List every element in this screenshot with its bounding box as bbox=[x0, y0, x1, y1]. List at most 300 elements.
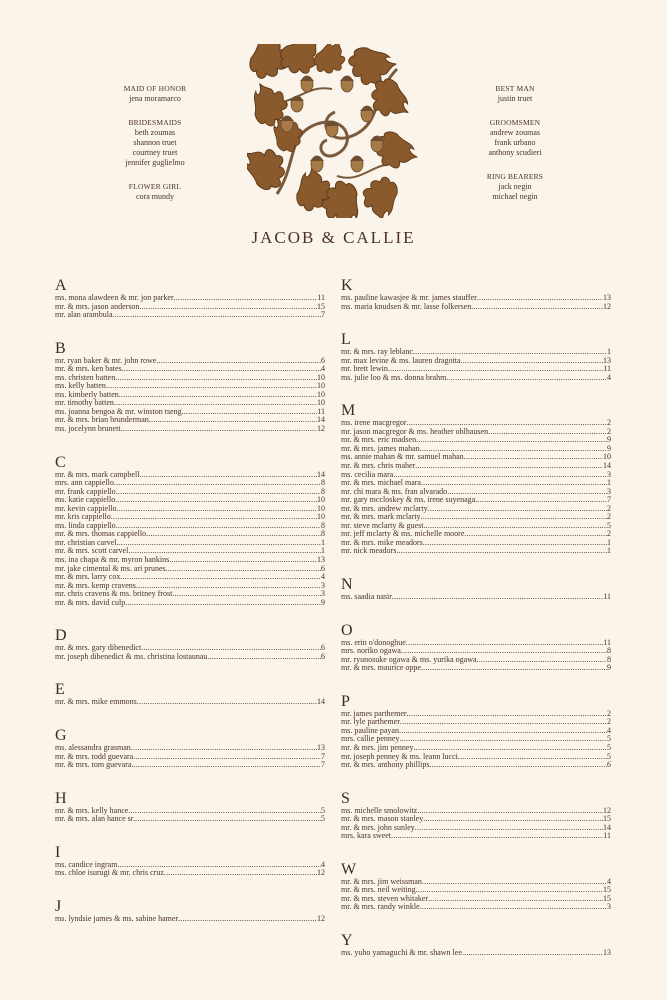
table-number: 6 bbox=[321, 563, 325, 573]
guest-name: ms. kelly batten bbox=[55, 381, 106, 391]
party-member-name: michael negin bbox=[492, 192, 538, 201]
guest-name: ms. chloe isurugi & mr. chris cruz bbox=[55, 868, 164, 878]
guest-name: mr. & mrs. mark mclarty bbox=[341, 512, 421, 522]
guest-name: ms. yuho yamaguchi & mr. shawn lee bbox=[341, 947, 462, 957]
guest-name: ms. annie mahan & mr. samuel mahan bbox=[341, 452, 464, 462]
table-number: 6 bbox=[607, 760, 611, 770]
dot-leader bbox=[477, 294, 603, 303]
table-number: 2 bbox=[607, 503, 611, 513]
party-group bbox=[95, 118, 215, 168]
table-number: 11 bbox=[317, 293, 325, 302]
dot-leader bbox=[400, 718, 607, 727]
guest-entry bbox=[55, 311, 325, 320]
dot-leader bbox=[166, 565, 321, 574]
table-number: 2 bbox=[607, 426, 611, 436]
guest-name: ms. jocelynn brunett bbox=[55, 424, 121, 434]
guest-name: mr. & mrs. larry cox bbox=[55, 572, 121, 582]
guest-name: ms. michelle smolowitz bbox=[341, 805, 418, 815]
table-number: 10 bbox=[317, 503, 325, 513]
table-number: 5 bbox=[321, 814, 325, 824]
seating-section-s bbox=[341, 791, 611, 841]
dot-leader bbox=[458, 753, 607, 762]
section-letter: W bbox=[341, 860, 357, 878]
guest-name: ms. pauline payan bbox=[341, 725, 399, 735]
party-member-name: jack negin bbox=[498, 182, 532, 191]
table-number: 2 bbox=[607, 708, 611, 718]
table-number: 4 bbox=[321, 859, 325, 869]
table-number: 14 bbox=[317, 697, 325, 707]
guest-name: ms. maria knudsen & mr. lasse folkersen bbox=[341, 301, 472, 311]
table-number: 3 bbox=[321, 589, 325, 599]
party-role: RING BEARERS bbox=[486, 172, 544, 181]
table-number: 13 bbox=[603, 355, 611, 365]
dot-leader bbox=[119, 391, 317, 400]
table-number: 10 bbox=[317, 381, 325, 391]
guest-name: mr. & mrs. jim weissman bbox=[341, 876, 422, 886]
guest-name: mr. lyle parthemer bbox=[341, 717, 400, 727]
guest-name: ms. lyndsie james & ms. sabine hamer bbox=[55, 913, 179, 923]
table-number: 10 bbox=[603, 452, 611, 462]
guest-name: mr. & mrs. randy winkle bbox=[341, 902, 420, 912]
oak-leaf-icon bbox=[311, 44, 350, 78]
guest-name: ms. mona alawdeen & mr. jon parker bbox=[55, 293, 174, 302]
table-number: 5 bbox=[321, 805, 325, 815]
dot-leader bbox=[407, 710, 607, 719]
party-group bbox=[95, 84, 215, 104]
guest-name: ms. joanna bengoa & mr. winston tseng bbox=[55, 406, 182, 416]
party-role: GROOMSMEN bbox=[489, 118, 541, 127]
guest-name: mr. & mrs. neil weiting bbox=[341, 885, 416, 895]
dot-leader bbox=[415, 462, 603, 471]
guest-entry bbox=[55, 599, 325, 608]
table-number: 12 bbox=[317, 424, 325, 434]
table-number: 8 bbox=[321, 486, 325, 496]
table-number: 9 bbox=[321, 597, 325, 607]
guest-name: mr. & mrs. anthony phillips bbox=[341, 760, 430, 770]
guest-name: mr. james parthemer bbox=[341, 708, 407, 718]
guest-name: mr. & mrs. mark campbell bbox=[55, 469, 140, 479]
acorn-cap-icon bbox=[300, 77, 314, 82]
acorn-cap-icon bbox=[350, 157, 364, 162]
section-letter: N bbox=[341, 576, 353, 594]
guest-name: ms. saadia nasir bbox=[341, 592, 392, 602]
guest-name: mr. & mrs. maurice oppe bbox=[341, 663, 421, 673]
guest-name: mrs. callie penney bbox=[341, 734, 400, 744]
seating-section-g bbox=[55, 728, 325, 770]
guest-name: mr. & mrs. michael mara bbox=[341, 478, 421, 488]
dot-leader bbox=[420, 903, 607, 912]
guest-name: ms. kimberly batten bbox=[55, 389, 119, 399]
table-number: 13 bbox=[317, 742, 325, 752]
seating-section-o bbox=[341, 623, 611, 673]
guest-name: ms. alessandra grasman bbox=[55, 742, 131, 752]
guest-name: mr. & mrs. brian brunderman bbox=[55, 415, 149, 425]
party-member-name: jennifer guglielmo bbox=[125, 158, 185, 167]
party-member-name: anthony scudieri bbox=[488, 148, 542, 157]
guest-name: mr. & mrs. gary dibenedict bbox=[55, 643, 142, 653]
dot-leader bbox=[135, 815, 321, 824]
guest-entry bbox=[55, 653, 325, 662]
wedding-party-left bbox=[95, 84, 215, 216]
dot-leader bbox=[121, 425, 317, 434]
table-number: 12 bbox=[603, 301, 611, 311]
guest-name: mr. jeff mclarty & ms. michelle moore bbox=[341, 529, 465, 539]
table-number: 1 bbox=[607, 478, 611, 488]
dot-leader bbox=[207, 653, 321, 662]
guest-entry bbox=[55, 761, 325, 770]
dot-leader bbox=[477, 656, 607, 665]
dot-leader bbox=[429, 761, 607, 770]
dot-leader bbox=[146, 530, 321, 539]
table-number: 10 bbox=[317, 372, 325, 382]
table-number: 15 bbox=[603, 885, 611, 895]
guest-name: mr. & mrs. david culp bbox=[55, 597, 126, 607]
section-letter: B bbox=[55, 339, 66, 357]
table-number: 2 bbox=[607, 717, 611, 727]
guest-name: mr. kevin cappiello bbox=[55, 503, 117, 513]
seating-section-c bbox=[55, 455, 325, 608]
guest-entry bbox=[55, 915, 325, 924]
seating-section-n bbox=[341, 577, 611, 602]
guest-entry bbox=[55, 698, 325, 707]
guest-name: mr. & mrs. eric madsen bbox=[341, 435, 417, 445]
table-number: 13 bbox=[603, 293, 611, 302]
section-letter: O bbox=[341, 621, 353, 639]
guest-name: mr. brett lewin bbox=[341, 364, 388, 374]
seating-section-l bbox=[341, 332, 611, 382]
table-number: 2 bbox=[607, 529, 611, 539]
table-number: 14 bbox=[603, 822, 611, 832]
guest-name: mr. & mrs. scott carvel bbox=[55, 546, 129, 556]
table-number: 7 bbox=[321, 760, 325, 770]
table-number: 11 bbox=[603, 364, 611, 374]
dot-leader bbox=[115, 374, 317, 383]
oak-leaf-acorn-crest bbox=[247, 44, 421, 218]
party-group bbox=[455, 84, 575, 104]
guest-entry bbox=[341, 903, 611, 912]
guest-name: mr. & mrs. mike emmons bbox=[55, 697, 137, 707]
table-number: 15 bbox=[603, 814, 611, 824]
dot-leader bbox=[416, 886, 603, 895]
party-role: BEST MAN bbox=[495, 84, 535, 93]
table-number: 4 bbox=[321, 364, 325, 374]
dot-leader bbox=[399, 727, 607, 736]
dot-leader bbox=[182, 408, 318, 417]
dot-leader bbox=[178, 915, 317, 924]
dot-leader bbox=[416, 436, 607, 445]
dot-leader bbox=[421, 664, 607, 673]
table-number: 6 bbox=[321, 643, 325, 653]
guest-name: mr. kris cappiello bbox=[55, 512, 111, 522]
guest-entry bbox=[341, 832, 611, 841]
table-number: 11 bbox=[603, 831, 611, 841]
table-number: 4 bbox=[607, 725, 611, 735]
guest-entry bbox=[341, 547, 611, 556]
section-letter: H bbox=[55, 789, 67, 807]
guest-name: mr. & mrs. jason anderson bbox=[55, 301, 140, 311]
party-member-name: frank urbano bbox=[494, 138, 536, 147]
seating-column-left bbox=[55, 278, 325, 923]
dot-leader bbox=[415, 824, 603, 833]
party-member-name: cora mundy bbox=[136, 192, 174, 201]
table-number: 4 bbox=[321, 572, 325, 582]
table-number: 2 bbox=[607, 512, 611, 522]
seating-section-w bbox=[341, 862, 611, 912]
table-number: 3 bbox=[607, 486, 611, 496]
seating-section-e bbox=[55, 682, 325, 707]
dot-leader bbox=[464, 453, 603, 462]
dot-leader bbox=[139, 303, 317, 312]
seating-section-a bbox=[55, 278, 325, 320]
table-number: 13 bbox=[317, 555, 325, 565]
dot-leader bbox=[471, 303, 603, 312]
guest-name: mrs. ann cappiello bbox=[55, 478, 114, 488]
guest-name: ms. ina chapa & mr. myron hankins bbox=[55, 555, 170, 565]
guest-name: ms. linda cappiello bbox=[55, 520, 116, 530]
guest-name: mr. ryunosuke ogawa & ms. yurika ogawa bbox=[341, 654, 477, 664]
dot-leader bbox=[120, 573, 321, 582]
table-number: 14 bbox=[317, 415, 325, 425]
table-number: 1 bbox=[321, 546, 325, 556]
oak-leaf-icon bbox=[361, 175, 403, 218]
table-number: 8 bbox=[607, 646, 611, 656]
dot-leader bbox=[133, 753, 321, 762]
guest-name: mr. chi mara & ms. fran alvarado bbox=[341, 486, 448, 496]
table-number: 12 bbox=[317, 868, 325, 878]
table-number: 8 bbox=[321, 529, 325, 539]
guest-name: mr. & mrs. jim penney bbox=[341, 742, 414, 752]
dot-leader bbox=[122, 365, 321, 374]
dot-leader bbox=[464, 530, 607, 539]
guest-name: ms. candice ingram bbox=[55, 859, 118, 869]
guest-name: mr. & mrs. kelly hance bbox=[55, 805, 129, 815]
section-letter: A bbox=[55, 277, 67, 294]
table-number: 3 bbox=[607, 902, 611, 912]
dot-leader bbox=[131, 761, 321, 770]
table-number: 10 bbox=[317, 512, 325, 522]
dot-leader bbox=[156, 357, 321, 366]
table-number: 6 bbox=[321, 651, 325, 661]
party-group bbox=[455, 172, 575, 202]
dot-leader bbox=[117, 505, 317, 514]
dot-leader bbox=[115, 496, 317, 505]
party-group bbox=[455, 118, 575, 158]
guest-name: mr. max levine & ms. lauren dragotta bbox=[341, 355, 461, 365]
table-number: 11 bbox=[603, 637, 611, 647]
guest-entry bbox=[341, 664, 611, 673]
guest-name: mr. & mrs. james mahan bbox=[341, 443, 420, 453]
table-number: 9 bbox=[607, 663, 611, 673]
dot-leader bbox=[116, 522, 321, 531]
seating-section-i bbox=[55, 845, 325, 878]
guest-name: ms. christen batten bbox=[55, 372, 116, 382]
guest-name: mr. gary mccloskey & ms. irene suyenaga bbox=[341, 495, 476, 505]
guest-name: ms. katie cappiello bbox=[55, 495, 116, 505]
table-number: 2 bbox=[607, 418, 611, 428]
table-number: 14 bbox=[603, 461, 611, 471]
party-member-name: andrew zoumas bbox=[490, 128, 540, 137]
guest-name: mr. steve mclarty & guest bbox=[341, 520, 424, 530]
dot-leader bbox=[462, 949, 603, 958]
guest-name: ms. cecilia mara bbox=[341, 469, 394, 479]
table-number: 11 bbox=[317, 406, 325, 416]
party-role: BRIDESMAIDS bbox=[128, 118, 182, 127]
guest-name: mr. christian carvel bbox=[55, 537, 117, 547]
dot-leader bbox=[117, 539, 321, 548]
table-number: 9 bbox=[607, 443, 611, 453]
section-letter: L bbox=[341, 331, 351, 349]
couple-names: JACOB & CALLIE bbox=[251, 228, 416, 247]
seating-section-m bbox=[341, 403, 611, 556]
seating-section-h bbox=[55, 791, 325, 824]
dot-leader bbox=[406, 639, 604, 648]
section-letter: M bbox=[341, 402, 356, 420]
guest-name: mr. & mrs. alan hance sr. bbox=[55, 814, 135, 824]
table-number: 10 bbox=[317, 495, 325, 505]
seating-section-y bbox=[341, 933, 611, 958]
guest-name: mr. & mrs. kemp cravens bbox=[55, 580, 136, 590]
guest-name: mrs. kara sweet bbox=[341, 831, 391, 841]
dot-leader bbox=[128, 807, 321, 816]
guest-name: mr. ryan baker & mr. john rowe bbox=[55, 355, 157, 365]
section-letter: J bbox=[55, 897, 62, 915]
guest-entry bbox=[55, 425, 325, 434]
guest-name: mr. joseph penney & ms. leann lucci bbox=[341, 751, 458, 761]
wedding-party-right bbox=[455, 84, 575, 216]
section-letter: G bbox=[55, 726, 67, 744]
seating-column-right bbox=[341, 278, 611, 958]
table-number: 7 bbox=[607, 495, 611, 505]
guest-name: mr. jake cimental & ms. ari prunes bbox=[55, 563, 166, 573]
table-number: 8 bbox=[607, 654, 611, 664]
seating-section-p bbox=[341, 694, 611, 770]
dot-leader bbox=[461, 357, 603, 366]
table-number: 3 bbox=[607, 469, 611, 479]
table-number: 1 bbox=[321, 537, 325, 547]
table-number: 9 bbox=[607, 435, 611, 445]
guest-name: ms. pauline kawasjee & mr. james stauffer bbox=[341, 293, 477, 302]
table-number: 4 bbox=[607, 876, 611, 886]
guest-name: mr. & mrs. chris maher bbox=[341, 461, 416, 471]
dot-leader bbox=[125, 599, 321, 608]
dot-leader bbox=[396, 547, 607, 556]
dot-leader bbox=[475, 496, 607, 505]
table-number: 15 bbox=[317, 301, 325, 311]
dot-leader bbox=[421, 479, 607, 488]
table-number: 8 bbox=[321, 478, 325, 488]
party-member-name: justin truet bbox=[497, 94, 533, 103]
section-letter: Y bbox=[341, 931, 353, 949]
table-number: 15 bbox=[603, 893, 611, 903]
dot-leader bbox=[428, 505, 607, 514]
guest-name: mrs. noriko ogawa bbox=[341, 646, 401, 656]
guest-entry bbox=[55, 869, 325, 878]
acorn-cap-icon bbox=[360, 107, 374, 112]
guest-name: mr. & mrs. todd guevara bbox=[55, 751, 134, 761]
party-member-name: beth zoumas bbox=[134, 128, 176, 137]
guest-name: mr. alan arambula bbox=[55, 310, 113, 320]
table-number: 10 bbox=[317, 389, 325, 399]
guest-entry bbox=[341, 949, 611, 958]
branch-swirl bbox=[337, 164, 397, 178]
guest-name: mr. frank cappiello bbox=[55, 486, 116, 496]
table-number: 5 bbox=[607, 734, 611, 744]
guest-name: ms. julie loo & ms. donna brahm bbox=[341, 372, 447, 382]
dot-leader bbox=[417, 807, 603, 816]
table-number: 5 bbox=[607, 751, 611, 761]
table-number: 5 bbox=[607, 520, 611, 530]
seating-section-b bbox=[55, 341, 325, 434]
guest-name: mr. & mrs. tom guevara bbox=[55, 760, 132, 770]
table-number: 12 bbox=[317, 913, 325, 923]
table-number: 6 bbox=[321, 355, 325, 365]
guest-name: mr. & mrs. thomas cappiello bbox=[55, 529, 147, 539]
dot-leader bbox=[174, 294, 318, 303]
section-letter: D bbox=[55, 627, 67, 645]
acorn-cap-icon bbox=[290, 97, 304, 102]
table-number: 5 bbox=[607, 742, 611, 752]
section-letter: I bbox=[55, 843, 61, 861]
guest-entry bbox=[341, 303, 611, 312]
table-number: 7 bbox=[321, 751, 325, 761]
guest-entry bbox=[341, 593, 611, 602]
dot-leader bbox=[169, 556, 317, 565]
table-number: 4 bbox=[607, 372, 611, 382]
table-number: 8 bbox=[321, 520, 325, 530]
dot-leader bbox=[111, 513, 317, 522]
dot-leader bbox=[139, 471, 317, 480]
dot-leader bbox=[446, 374, 607, 383]
section-letter: P bbox=[341, 692, 350, 710]
table-number: 3 bbox=[321, 580, 325, 590]
guest-name: mr. & mrs. andrew mclarty bbox=[341, 503, 428, 513]
dot-leader bbox=[114, 479, 321, 488]
acorn-cap-icon bbox=[310, 157, 324, 162]
dot-leader bbox=[392, 593, 603, 602]
table-number: 12 bbox=[603, 805, 611, 815]
guest-name: ms. irene macgregor bbox=[341, 418, 407, 428]
table-number: 1 bbox=[607, 347, 611, 357]
guest-name: mr. & mrs. ken bates bbox=[55, 364, 122, 374]
dot-leader bbox=[423, 539, 607, 548]
seating-section-d bbox=[55, 628, 325, 661]
guest-name: mr. joseph dibenedict & ms. christina lostaunau bbox=[55, 651, 208, 661]
dot-leader bbox=[428, 895, 603, 904]
guest-name: mr. & mrs. steven whitaker bbox=[341, 893, 429, 903]
dot-leader bbox=[116, 488, 321, 497]
section-letter: E bbox=[55, 681, 65, 699]
party-role: FLOWER GIRL bbox=[128, 182, 182, 191]
party-member-name: jena moramarco bbox=[129, 94, 181, 103]
guest-name: mr. timothy batten bbox=[55, 398, 114, 408]
section-letter: K bbox=[341, 277, 353, 294]
party-member-name: shannon truet bbox=[133, 138, 177, 147]
guest-name: mr. & mrs. ray leblanc bbox=[341, 347, 413, 357]
dot-leader bbox=[393, 471, 607, 480]
table-number: 1 bbox=[607, 537, 611, 547]
table-number: 13 bbox=[603, 947, 611, 957]
party-member-name: courtney truet bbox=[132, 148, 178, 157]
table-number: 1 bbox=[607, 546, 611, 556]
dot-leader bbox=[106, 382, 317, 391]
guest-name: ms. erin o'donoghue bbox=[341, 637, 406, 647]
seating-section-k bbox=[341, 278, 611, 311]
table-number: 7 bbox=[321, 310, 325, 320]
section-letter: C bbox=[55, 453, 66, 471]
guest-name: mr. jason macgregor & ms. heather ohlhausen bbox=[341, 426, 489, 436]
dot-leader bbox=[423, 815, 603, 824]
dot-leader bbox=[421, 513, 607, 522]
